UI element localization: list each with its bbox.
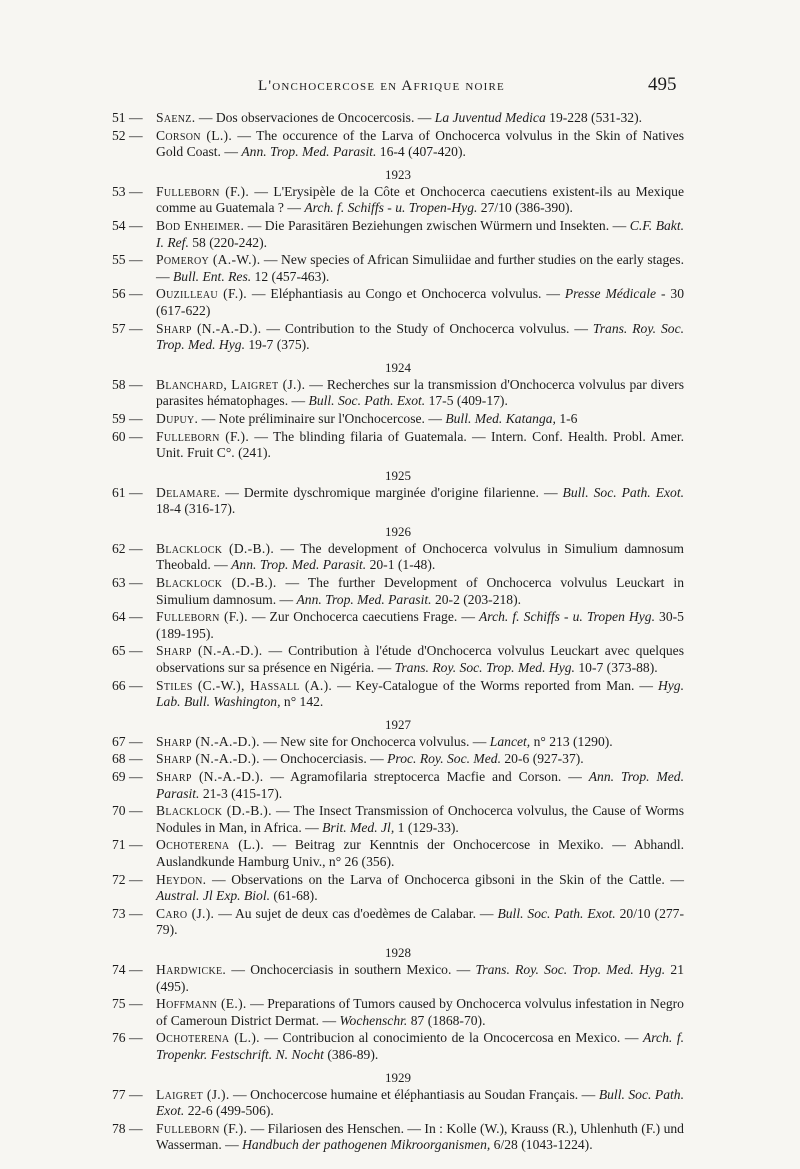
reference-text: [156, 996, 684, 1029]
reference-journal: Bull. Soc. Path. Exot.: [497, 905, 616, 921]
reference-author: Delamare.: [156, 484, 221, 500]
reference-entry: [112, 286, 684, 319]
year-heading: 1927: [385, 716, 411, 732]
reference-title: — Preparations of Tumors caused by Onchocerca volvulus infestation in Negro of Cameroun District Dermat. —: [156, 996, 684, 1028]
reference-title: — The occurence of the Larva of Onchocerca volvulus in the Skin of Natives Gold Coast. —: [156, 127, 684, 160]
reference-number: 73 —: [112, 905, 143, 921]
reference-title: — The further Development of Onchocerca volvulus Leuckart in Simulium damnosum. —: [156, 575, 685, 607]
reference-citation: 12 (457-463).: [251, 268, 330, 284]
reference-citation: (61-68).: [270, 888, 318, 904]
reference-title: — Filariosen des Henschen. — In : Kolle (W.), Krauss (R.), Uhlenhuth (F.) und Wasserman. —: [156, 1120, 684, 1153]
reference-entry: [112, 609, 684, 642]
reference-title: — The Insect Transmission of Onchocerca volvulus, the Cause of Worms Nodules in Man, in Africa. —: [156, 803, 685, 835]
reference-number: 51 —: [112, 110, 143, 125]
reference-number: 52 —: [112, 127, 143, 143]
reference-number-value: 78: [112, 1120, 126, 1136]
reference-number: 64 —: [112, 609, 143, 625]
reference-title: — Onchocercose humaine et éléphantiasis au Soudan Français. —: [229, 1086, 599, 1102]
reference-number: 60 —: [112, 428, 143, 444]
reference-entry: [112, 1121, 684, 1154]
reference-title: — Agramofilaria streptocerca Macfie and Corson. —: [263, 769, 589, 784]
reference-number-value: 66: [112, 677, 126, 693]
reference-number: 76 —: [112, 1030, 143, 1046]
reference-text: [156, 962, 684, 995]
reference-number: 69 —: [112, 769, 143, 784]
reference-text: [156, 218, 684, 251]
reference-author: Sharp (N.-A.-D.).: [156, 733, 260, 749]
reference-entry: [112, 377, 684, 410]
reference-author: Hoffmann (E.).: [156, 996, 247, 1012]
reference-number-value: 76: [112, 1030, 126, 1046]
reference-text: [156, 110, 684, 127]
reference-author: Saenz.: [156, 110, 196, 125]
reference-journal: Ann. Trop. Med. Parasit.: [241, 144, 377, 160]
reference-number: 57 —: [112, 320, 143, 336]
reference-text: [156, 321, 684, 354]
reference-citation: 22-6 (499-506).: [184, 1103, 274, 1119]
reference-author: Ochoterena (L.).: [156, 837, 264, 853]
reference-number: 71 —: [112, 837, 143, 853]
reference-number: 59 —: [112, 410, 143, 426]
reference-entry: [112, 751, 684, 768]
reference-citation: n° 142.: [280, 694, 324, 710]
reference-title: — Key-Catalogue of the Worms reported from Man. —: [332, 677, 658, 693]
reference-citation: 1 (129-33).: [394, 819, 459, 835]
reference-journal: Trans. Roy. Soc. Trop. Med. Hyg.: [394, 660, 575, 676]
reference-title: — Recherches sur la transmission d'Onchocerca volvulus par divers parasites hématophages. —: [156, 376, 685, 409]
reference-number-value: 68: [112, 751, 126, 767]
reference-text: [156, 803, 684, 836]
reference-number: 56 —: [112, 286, 143, 302]
reference-citation: 17-5 (409-17).: [425, 393, 508, 409]
reference-number: 78 —: [112, 1120, 143, 1136]
reference-title: — Beitrag zur Kenntnis der Onchocercose in Mexiko. — Abhandl. Auslandkunde Hamburg Univ., n° 26 (356).: [156, 837, 684, 869]
reference-entry: [112, 575, 684, 608]
reference-text: [156, 575, 684, 608]
reference-text: [156, 837, 684, 870]
reference-entry: [112, 429, 684, 462]
reference-number-value: 71: [112, 837, 126, 853]
reference-journal: Trans. Roy. Soc. Trop. Med. Hyg.: [475, 961, 666, 977]
reference-citation: 16-4 (407-420).: [376, 144, 466, 160]
reference-title: — The blinding filaria of Guatemala. — Intern. Conf. Health. Probl. Amer. Unit. Fruit C°. (241).: [156, 428, 684, 461]
reference-text: [156, 872, 684, 905]
reference-number-value: 62: [112, 540, 126, 556]
reference-citation: 20/10 (277-79).: [156, 905, 684, 938]
reference-citation: 87 (1868-70).: [407, 1012, 486, 1028]
reference-entry: [112, 734, 684, 751]
reference-text: [156, 184, 684, 217]
reference-number: 67 —: [112, 733, 143, 749]
reference-author: Dupuy.: [156, 410, 199, 426]
reference-title: — Contribution à l'étude d'Onchocerca volvulus Leuckart avec quelques observations sur sa présence en Nigéria. —: [156, 643, 684, 676]
reference-citation: 58 (220-242).: [188, 234, 267, 250]
reference-title: — Au sujet de deux cas d'oedèmes de Calabar. —: [214, 905, 498, 921]
reference-number: 65 —: [112, 643, 143, 659]
reference-number: 54 —: [112, 217, 143, 233]
reference-title: — The development of Onchocerca volvulus in Simulium damnosum Theobald. —: [156, 540, 685, 573]
reference-citation: 30-5 (189-195).: [156, 609, 684, 641]
reference-journal: Presse Médicale: [564, 286, 657, 302]
reference-journal: Austral. Jl Exp. Biol.: [156, 888, 271, 904]
reference-author: Fulleborn (F.).: [156, 183, 250, 199]
reference-number-value: 64: [112, 609, 126, 625]
reference-entry: [112, 906, 684, 939]
reference-number-value: 56: [112, 286, 126, 302]
reference-number-value: 61: [112, 484, 126, 500]
reference-number-value: 77: [112, 1086, 126, 1102]
reference-journal: Arch. f. Schiffs - u. Tropen-Hyg.: [304, 200, 478, 216]
reference-text: [156, 411, 684, 428]
reference-number-value: 51: [112, 110, 126, 125]
reference-citation: 19-7 (375).: [244, 337, 310, 353]
reference-journal: La Juventud Medica: [434, 110, 546, 125]
reference-number-value: 54: [112, 217, 126, 233]
reference-author: Heydon.: [156, 871, 207, 887]
reference-author: Bod Enheimer.: [156, 217, 245, 233]
reference-journal: Arch. f. Schiffs - u. Tropen Hyg.: [479, 609, 655, 625]
reference-text: [156, 734, 684, 751]
page-number: 495: [648, 74, 677, 95]
reference-number: 72 —: [112, 871, 143, 887]
reference-author: Corson (L.).: [156, 127, 233, 143]
reference-entry: [112, 678, 684, 711]
reference-citation: 10-7 (373-88).: [574, 660, 658, 676]
reference-text: [156, 485, 684, 518]
reference-title: — L'Erysipèle de la Côte et Onchocerca caecutiens existent-ils au Mexique comme au Guatemala ? —: [156, 183, 684, 216]
reference-entry: [112, 218, 684, 251]
reference-text: [156, 751, 684, 768]
reference-text: [156, 678, 684, 711]
reference-entry: [112, 184, 684, 217]
reference-number-value: 57: [112, 320, 126, 336]
reference-citation: 21 (495).: [156, 961, 684, 994]
year-heading: 1925: [385, 467, 411, 483]
reference-journal: Brit. Med. Jl,: [322, 819, 395, 835]
reference-journal: Ann. Trop. Med. Parasit.: [231, 557, 367, 573]
reference-number: 68 —: [112, 751, 143, 767]
reference-entry: [112, 837, 684, 870]
reference-entry: [112, 962, 684, 995]
reference-journal: Bull. Med. Katanga,: [445, 410, 556, 426]
reference-author: Sharp (N.-A.-D.).: [156, 320, 262, 336]
reference-text: [156, 643, 684, 676]
reference-title: — Dos observaciones de Oncocercosis. —: [195, 110, 435, 125]
reference-text: [156, 609, 684, 642]
reference-number-value: 52: [112, 127, 126, 143]
reference-number-value: 73: [112, 905, 126, 921]
reference-title: — Observations on the Larva of Onchocerca gibsoni in the Skin of the Cattle. —: [206, 871, 684, 887]
reference-number-value: 74: [112, 961, 126, 977]
reference-citation: 20-2 (203-218).: [431, 591, 522, 607]
reference-number-value: 69: [112, 769, 126, 784]
reference-author: Laigret (J.).: [156, 1086, 230, 1102]
reference-text: [156, 769, 684, 802]
reference-number: 75 —: [112, 996, 143, 1012]
reference-title: — Zur Onchocerca caecutiens Frage. —: [247, 609, 479, 625]
reference-citation: 18-4 (316-17).: [156, 501, 236, 517]
reference-text: [156, 252, 684, 285]
reference-journal: Ann. Trop. Med. Parasit.: [156, 769, 685, 801]
reference-citation: - 30 (617-622): [156, 286, 684, 318]
reference-text: [156, 1121, 684, 1154]
reference-number-value: 60: [112, 428, 126, 444]
reference-author: Hardwicke.: [156, 961, 227, 977]
reference-author: Blacklock (D.-B.).: [156, 803, 272, 819]
reference-author: Blacklock (D.-B.).: [156, 540, 275, 556]
reference-entry: [112, 485, 684, 518]
reference-author: Stiles (C.-W.), Hassall (A.).: [156, 677, 333, 693]
reference-number: 77 —: [112, 1086, 143, 1102]
reference-number-value: 70: [112, 803, 126, 819]
reference-entry: [112, 769, 684, 802]
reference-journal: Lancet,: [489, 733, 531, 749]
reference-list: [112, 110, 684, 1155]
reference-author: Blanchard, Laigret (J.).: [156, 376, 306, 392]
reference-text: [156, 286, 684, 319]
reference-title: — Note préliminaire sur l'Onchocercose. —: [198, 410, 446, 426]
reference-entry: [112, 803, 684, 836]
reference-journal: Bull. Soc. Path. Exot.: [156, 1086, 685, 1119]
year-heading: 1929: [385, 1069, 411, 1085]
reference-journal: Bull. Soc. Path. Exot.: [562, 484, 685, 500]
reference-journal: Trans. Roy. Soc. Trop. Med. Hyg.: [156, 320, 685, 353]
reference-author: Blacklock (D.-B.).: [156, 575, 277, 591]
reference-number-value: 65: [112, 643, 126, 659]
reference-journal: C.F. Bakt. I. Ref.: [156, 217, 685, 250]
reference-number: 53 —: [112, 183, 143, 199]
reference-title: — Onchocerciasis in southern Mexico. —: [226, 961, 476, 977]
reference-entry: [112, 996, 684, 1029]
reference-author: Fulleborn (F.).: [156, 609, 248, 625]
reference-number-value: 75: [112, 996, 126, 1012]
reference-citation: 20-6 (927-37).: [500, 751, 584, 767]
year-heading: 1924: [385, 359, 411, 375]
reference-author: Sharp (N.-A.-D.).: [156, 643, 263, 659]
reference-citation: 6/28 (1043-1224).: [490, 1137, 593, 1153]
reference-number: 61 —: [112, 484, 143, 500]
reference-author: Sharp (N.-A.-D.).: [156, 769, 264, 784]
reference-entry: [112, 643, 684, 676]
reference-entry: [112, 541, 684, 574]
reference-journal: Proc. Roy. Soc. Med.: [387, 751, 501, 767]
reference-number-value: 59: [112, 410, 126, 426]
reference-title: — Eléphantiasis au Congo et Onchocerca volvulus. —: [246, 286, 565, 302]
reference-author: Fulleborn (F.).: [156, 1120, 248, 1136]
reference-text: [156, 128, 684, 161]
reference-citation: 1-6: [555, 410, 578, 426]
reference-text: [156, 541, 684, 574]
reference-entry: [112, 411, 684, 428]
reference-entry: [112, 872, 684, 905]
reference-number: 66 —: [112, 677, 143, 693]
reference-journal: Hyg. Lab. Bull. Washington,: [156, 677, 684, 710]
reference-number: 70 —: [112, 803, 143, 819]
reference-number: 55 —: [112, 252, 143, 268]
year-heading: 1923: [385, 166, 411, 182]
reference-citation: (386-89).: [323, 1046, 379, 1062]
reference-text: [156, 429, 684, 462]
reference-number: 58 —: [112, 376, 143, 392]
reference-number-value: 67: [112, 733, 126, 749]
reference-title: — Contribucion al conocimiento de la Oncocercosa en Mexico. —: [259, 1030, 643, 1046]
reference-text: [156, 377, 684, 410]
reference-author: Sharp (N.-A.-D.).: [156, 751, 260, 767]
reference-citation: n° 213 (1290).: [530, 733, 613, 749]
reference-citation: 27/10 (386-390).: [477, 200, 573, 216]
reference-number-value: 55: [112, 252, 126, 268]
reference-title: — Onchocerciasis. —: [259, 751, 388, 767]
reference-title: — Dermite dyschromique marginée d'origine filarienne. —: [220, 484, 563, 500]
reference-citation: 20-1 (1-48).: [366, 557, 436, 573]
reference-number: 63 —: [112, 575, 143, 591]
reference-title: — New site for Onchocerca volvulus. —: [259, 733, 490, 749]
reference-title: — Contribution to the Study of Onchocerca volvulus. —: [261, 320, 593, 336]
reference-title: — Die Parasitären Beziehungen zwischen Würmern und Insekten. —: [244, 217, 630, 233]
reference-number-value: 53: [112, 183, 126, 199]
reference-text: [156, 1087, 684, 1120]
year-heading: 1928: [385, 944, 411, 960]
reference-number-value: 63: [112, 575, 126, 591]
running-title: L'onchocercose en Afrique noire: [258, 78, 505, 94]
reference-journal: Arch. f. Tropenkr. Festschrift. N. Nocht: [156, 1030, 684, 1062]
reference-journal: Bull. Ent. Res.: [173, 268, 252, 284]
reference-number: 74 —: [112, 961, 143, 977]
reference-author: Fulleborn (F.).: [156, 428, 250, 444]
reference-title: — New species of African Simuliidae and further studies on the early stages. —: [156, 252, 684, 284]
reference-author: Caro (J.).: [156, 905, 215, 921]
reference-number: 62 —: [112, 540, 143, 556]
reference-text: [156, 1030, 684, 1063]
reference-author: Ouzilleau (F.).: [156, 286, 247, 302]
page-header: [0, 72, 800, 102]
reference-entry: [112, 321, 684, 354]
reference-entry: [112, 110, 684, 127]
reference-citation: 19-228 (531-32).: [545, 110, 643, 125]
reference-journal: Ann. Trop. Med. Parasit.: [296, 591, 432, 607]
reference-entry: [112, 128, 684, 161]
reference-number-value: 58: [112, 376, 126, 392]
reference-entry: [112, 252, 684, 285]
reference-author: Pomeroy (A.-W.).: [156, 252, 261, 268]
reference-journal: Wochenschr.: [339, 1012, 408, 1028]
reference-author: Ochoterena (L.).: [156, 1030, 260, 1046]
reference-entry: [112, 1087, 684, 1120]
reference-journal: Bull. Soc. Path. Exot.: [308, 393, 426, 409]
year-heading: 1926: [385, 523, 411, 539]
reference-number-value: 72: [112, 871, 126, 887]
reference-text: [156, 906, 684, 939]
reference-citation: 21-3 (415-17).: [199, 785, 283, 801]
reference-journal: Handbuch der pathogenen Mikroorganismen,: [242, 1137, 491, 1153]
reference-entry: [112, 1030, 684, 1063]
